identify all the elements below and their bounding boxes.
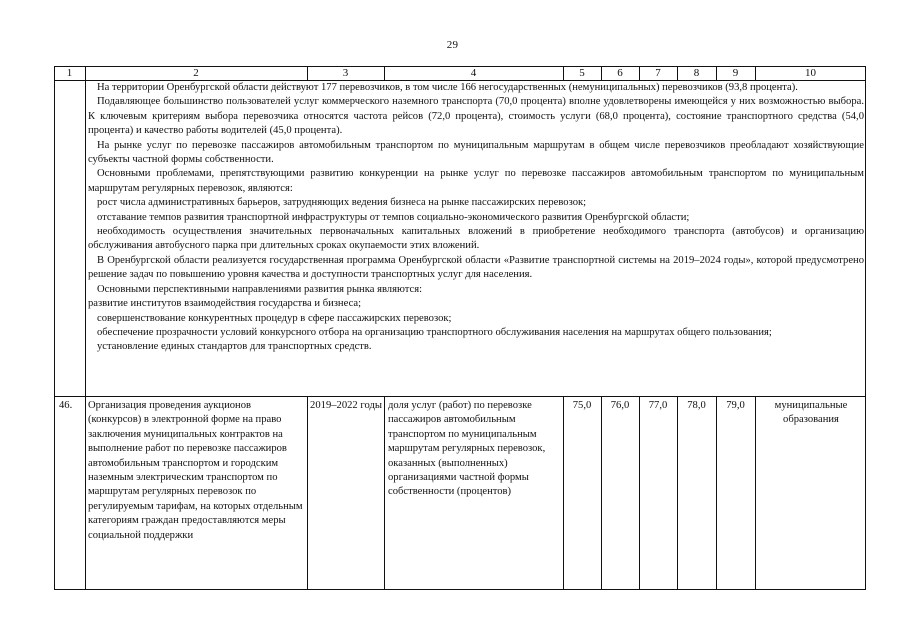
paragraph: Подавляющее большинство пользователей услуг коммерческого наземного транспорта (70,0 процента) вполне удовлетворены имеющейся у них возможностью выбора. К ключевым критериям выбора перевозчика относятся частота рейсов (72,0 процента), стоимость услуги (68,0 процента), состояние транспортного средства (54,0 процента) и качество работы водителей (45,0 процента). <box>88 96 864 137</box>
indicator-description: доля услуг (работ) по перевозке пассажиров автомобильным транспортом по муниципальным маршрутам регулярных перевозок, оказанных (выполненных) организациями частной формы собственности (процентов) <box>388 400 546 498</box>
row46-divider-3 <box>384 396 385 590</box>
col-header-6: 6 <box>617 67 623 79</box>
responsible-party: муниципальные образования <box>774 400 848 426</box>
col-header-2: 2 <box>193 67 199 79</box>
value-col-8: 78,0 <box>687 400 706 411</box>
row46-divider-6 <box>639 396 640 590</box>
value-col-5: 75,0 <box>572 400 592 411</box>
paragraph: отставание темпов развития транспортной инфраструктуры от темпов социально-экономического развития Оренбургской области; <box>97 211 690 223</box>
col-header-5: 5 <box>579 67 585 79</box>
page-number: 29 <box>446 39 459 51</box>
paragraph: обеспечение прозрачности условий конкурсного отбора на организацию транспортного обслуживания населения на маршрутах общего пользования; <box>97 326 772 338</box>
col-divider-1-body <box>85 80 86 590</box>
paragraph: На рынке услуг по перевозке пассажиров автомобильным транспортом по муниципальным маршрутам в общем числе перевозчиков преобладают хозяйствующие субъекты частной формы собственности. <box>88 139 864 166</box>
row46-divider-2 <box>307 396 308 590</box>
paragraph: необходимость осуществления значительных первоначальных капитальных вложений в приобретение необходимого транспорта (автобусов) и организацию обслуживания автобусного парка при длительных сроках окупаемости этих вложений. <box>88 226 864 252</box>
col-header-8: 8 <box>693 67 700 79</box>
paragraph: совершенствование конкурентных процедур в сфере пассажирских перевозок; <box>97 312 452 324</box>
col-header-4: 4 <box>470 67 477 79</box>
row46-divider-8 <box>716 396 717 590</box>
paragraph: В Оренбургской области реализуется государственная программа Оренбургской области «Развитие транспортной системы на 2019–2024 годы», которой предусмотрено решение задач по повышению уровня качества и доступности транспортных услуг для населения. <box>88 254 864 281</box>
paragraph: Основными проблемами, препятствующими развитию конкуренции на рынке услуг по перевозке пассажиров автомобильным транспортом по муниципальным маршрутам регулярных перевозок, являются: <box>88 168 864 194</box>
paragraph: рост числа административных барьеров, затрудняющих ведения бизнеса на рынке пассажирских перевозок; <box>97 197 587 209</box>
paragraph: Основными перспективными направлениями развития рынка являются: <box>97 283 423 295</box>
implementation-period: 2019–2022 годы <box>310 400 382 411</box>
row46-divider-9 <box>755 396 756 590</box>
merged-text-block <box>88 81 864 355</box>
value-col-6: 76,0 <box>610 400 630 411</box>
row46-divider-5 <box>601 396 602 590</box>
value-col-9: 79,0 <box>726 400 745 411</box>
value-col-7: 77,0 <box>648 400 668 411</box>
row46-divider-7 <box>677 396 678 590</box>
paragraph: установление единых стандартов для транспортных средств. <box>97 341 372 353</box>
paragraph: На территории Оренбургской области действуют 177 перевозчиков, в том числе 166 негосударственных (немуниципальных) перевозчиков (93,8 процента). <box>97 82 798 93</box>
col-header-10: 10 <box>805 67 816 79</box>
measure-description: Организация проведения аукционов (конкурсов) в электронной форме на право заключения муниципальных контрактов на выполнение работ по перевозке пассажиров автомобильным транспортом и городским наземным электрическим транспортом по маршрутам регулярных перевозок по регулируемым тарифам, на которых отдельным категориям граждан предоставляются меры социальной поддержки <box>88 400 303 541</box>
paragraph: развитие институтов взаимодействия государства и бизнеса; <box>88 298 362 310</box>
col-header-3: 3 <box>342 67 349 79</box>
row46-divider-4 <box>563 396 564 590</box>
col-header-1: 1 <box>66 67 73 79</box>
col-header-9: 9 <box>732 67 739 79</box>
col-header-7: 7 <box>655 67 661 79</box>
row-46-top-divider <box>54 396 866 397</box>
row-number: 46. <box>59 400 73 411</box>
